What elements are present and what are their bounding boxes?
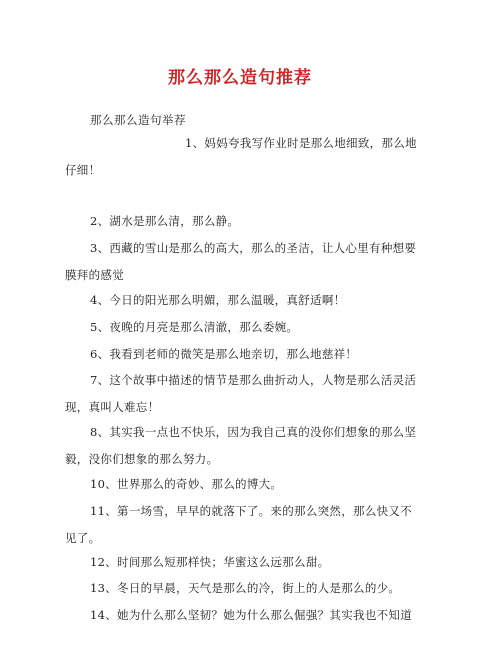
sentence-line: 14、她为什么那么坚韧？她为什么那么倔强？其实我也不知道 [90, 608, 413, 622]
sentence-line: 8、其实我一点也不快乐，因为我自己真的没你们想象的那么坚 [90, 425, 417, 439]
sentence-item-3 [65, 235, 420, 289]
sentence-line: 7、这个故事中描述的情节是那么曲折动人，人物是那么活灵活 [90, 373, 417, 387]
document-title: 那么那么造句推荐 [168, 68, 312, 88]
sentence-line: 3、西藏的雪山是那么的高大，那么的圣洁，让人心里有种想要 [90, 241, 417, 255]
sentence-line: 2、湖水是那么清，那么静。 [90, 214, 240, 228]
sentence-line: 13、冬日的早晨，天气是那么的冷，街上的人是那么的少。 [90, 581, 401, 595]
sentence-item-4 [90, 287, 420, 314]
sentence-line: 6、我看到老师的微笑是那么地亲切，那么地慈祥！ [90, 347, 358, 361]
sentence-line: 仔细！ [65, 163, 101, 177]
sentence-item-2 [90, 208, 420, 235]
sentence-line: 11、第一场雪，早早的就落下了。来的那么突然，那么快又不 [90, 504, 413, 518]
sentence-item-6 [90, 341, 420, 368]
sentence-item-5 [90, 314, 420, 341]
sentence-line: 12、时间那么短那样快；华蜜这么远那么甜。 [90, 555, 330, 569]
sentence-line: 现，真叫人难忘！ [65, 400, 160, 414]
sentence-item-1-cont [65, 157, 395, 184]
sentence-line: 见了。 [65, 531, 101, 545]
sentence-line: 膜拜的感觉 [65, 268, 124, 282]
sentence-item-13 [90, 575, 420, 602]
sentence-item-11 [65, 498, 420, 552]
sentence-item-14 [90, 602, 420, 629]
document-subtitle: 那么那么造句举荐 [90, 113, 186, 127]
sentence-item-10 [90, 471, 420, 498]
sentence-line: 毅，没你们想象的那么努力。 [65, 452, 219, 466]
sentence-item-12 [90, 549, 420, 576]
sentence-line: 1、妈妈夸我写作业时是那么地细致，那么地 [185, 136, 417, 150]
sentence-item-1 [90, 130, 480, 157]
sentence-line: 5、夜晚的月亮是那么清澈，那么委婉。 [90, 320, 299, 334]
sentence-item-7 [65, 367, 420, 421]
sentence-item-8 [65, 419, 420, 473]
sentence-line: 4、今日的阳光那么明媚，那么温暖，真舒适啊！ [90, 293, 346, 307]
sentence-line: 10、世界那么的奇妙、那么的博大。 [90, 477, 283, 491]
